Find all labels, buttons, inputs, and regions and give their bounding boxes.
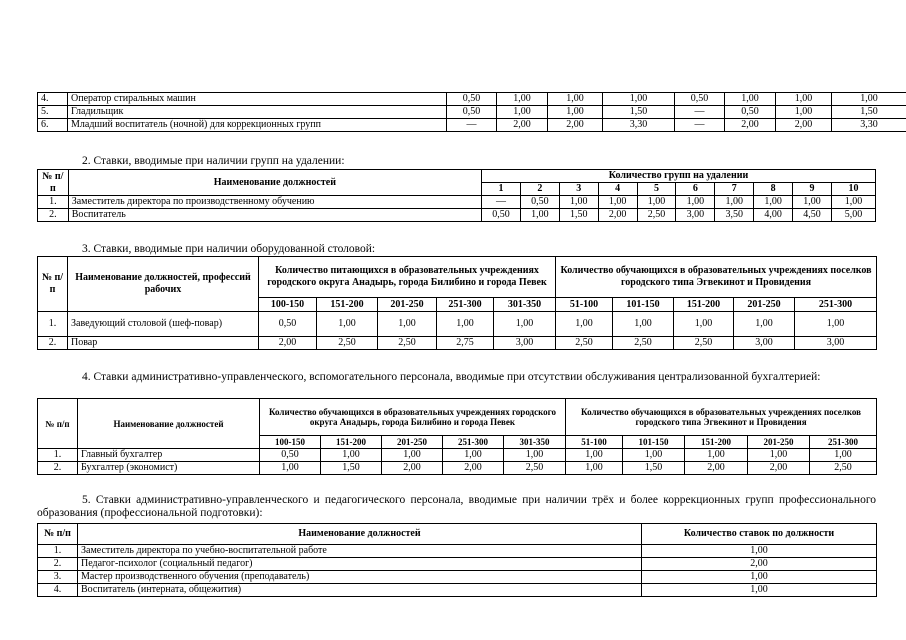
- rate-value: 1,00: [676, 196, 715, 209]
- col-header-number: № п/п: [38, 257, 68, 312]
- row-number: 1.: [38, 545, 78, 558]
- rate-value: 2,00: [443, 462, 504, 475]
- rate-value: 2,50: [637, 209, 676, 222]
- row-number: 4.: [38, 93, 68, 106]
- rate-value: 0,50: [259, 312, 317, 337]
- column-range-header: 251-300: [810, 436, 877, 449]
- row-number: 1.: [38, 449, 78, 462]
- table-row: [38, 119, 906, 132]
- rate-value: 2,50: [613, 337, 674, 350]
- rate-value: 1,50: [321, 462, 382, 475]
- rate-value: 1,00: [566, 462, 623, 475]
- rate-value: 3,30: [832, 119, 906, 132]
- rate-value: 1,00: [497, 93, 548, 106]
- rate-value: 1,00: [437, 312, 494, 337]
- column-range-header: 101-150: [613, 298, 674, 312]
- column-range-header: 251-300: [437, 298, 494, 312]
- rate-value: 0,50: [447, 93, 497, 106]
- column-range-header: 100-150: [260, 436, 321, 449]
- rate-value: 1,00: [674, 312, 734, 337]
- table-row: [38, 558, 877, 571]
- position-name: Бухгалтер (экономист): [78, 462, 260, 475]
- row-number: 2.: [38, 558, 78, 571]
- rate-value: 1,00: [497, 106, 548, 119]
- rate-value: 1,00: [260, 462, 321, 475]
- rate-value: —: [675, 106, 725, 119]
- table-row: [38, 584, 877, 597]
- column-range-header: 10: [831, 183, 875, 196]
- rate-value: 2,00: [685, 462, 748, 475]
- table-row: [38, 462, 877, 475]
- section-2-heading: 2. Ставки, вводимые при наличии групп на удалении:: [82, 155, 345, 167]
- table-row: [38, 449, 877, 462]
- table-row: [38, 209, 876, 222]
- rate-value: 0,50: [675, 93, 725, 106]
- rate-value: 1,00: [642, 545, 877, 558]
- position-name: Педагог-психолог (социальный педагог): [78, 558, 642, 571]
- column-range-header: 1: [482, 183, 521, 196]
- column-range-header: 151-200: [321, 436, 382, 449]
- rate-value: 1,00: [754, 196, 793, 209]
- row-number: 6.: [38, 119, 68, 132]
- section-3-heading: 3. Ставки, вводимые при наличии оборудованной столовой:: [82, 243, 376, 255]
- rate-value: 3,50: [715, 209, 754, 222]
- rate-value: 1,00: [566, 449, 623, 462]
- position-name: Воспитатель (интерната, общежития): [78, 584, 642, 597]
- row-number: 3.: [38, 571, 78, 584]
- rate-value: 1,00: [603, 93, 675, 106]
- col-header-position: Наименование должностей: [78, 524, 642, 545]
- row-number: 2.: [38, 337, 68, 350]
- staffing-table-continued: [37, 92, 876, 132]
- col-header-number: № п/п: [38, 170, 69, 196]
- rate-value: 2,00: [776, 119, 832, 132]
- position-name: Повар: [68, 337, 259, 350]
- column-range-header: 151-200: [317, 298, 378, 312]
- rate-value: 1,00: [321, 449, 382, 462]
- rate-value: 1,00: [637, 196, 676, 209]
- rate-value: 2,50: [674, 337, 734, 350]
- rate-value: 1,50: [603, 106, 675, 119]
- column-range-header: 251-300: [795, 298, 877, 312]
- rate-value: 2,50: [810, 462, 877, 475]
- col-header-city-schools: Количество питающихся в образовательных учреждениях городского округа Анадырь, города Билибино и города Певек: [259, 257, 556, 298]
- table-row: [38, 106, 906, 119]
- rate-value: 2,50: [317, 337, 378, 350]
- column-range-header: 101-150: [623, 436, 685, 449]
- row-number: 4.: [38, 584, 78, 597]
- column-range-header: 2: [520, 183, 559, 196]
- position-name: Мастер производственного обучения (преподаватель): [78, 571, 642, 584]
- rate-value: 1,00: [685, 449, 748, 462]
- position-name: Воспитатель: [68, 209, 481, 222]
- row-number: 2.: [38, 462, 78, 475]
- rate-value: 1,00: [642, 584, 877, 597]
- remote-groups-table: [37, 169, 876, 222]
- table-row: [38, 337, 877, 350]
- correctional-groups-table: [37, 523, 876, 597]
- rate-value: 1,00: [548, 93, 603, 106]
- row-number: 1.: [38, 312, 68, 337]
- col-header-city-schools: Количество обучающихся в образовательных учреждениях городского округа Анадырь, города Билибино и города Певек: [260, 399, 566, 436]
- rate-value: 3,30: [603, 119, 675, 132]
- row-number: 5.: [38, 106, 68, 119]
- rate-value: 1,00: [776, 93, 832, 106]
- position-name: Заместитель директора по учебно-воспитательной работе: [78, 545, 642, 558]
- rate-value: 2,00: [548, 119, 603, 132]
- column-range-header: 9: [793, 183, 832, 196]
- position-name: Главный бухгалтер: [78, 449, 260, 462]
- position-name: Оператор стиральных машин: [68, 93, 447, 106]
- column-range-header: 51-100: [566, 436, 623, 449]
- table-row: [38, 93, 906, 106]
- rate-value: 1,50: [832, 106, 906, 119]
- row-number: 2.: [38, 209, 69, 222]
- rate-value: 4,00: [754, 209, 793, 222]
- row-number: 1.: [38, 196, 69, 209]
- column-range-header: 100-150: [259, 298, 317, 312]
- rate-value: 1,00: [832, 93, 906, 106]
- column-range-header: 3: [559, 183, 598, 196]
- accounting-table: [37, 398, 876, 475]
- rate-value: 1,00: [748, 449, 810, 462]
- section-4-heading: 4. Ставки административно-управленческого, вспомогательного персонала, вводимые при отсутствии обслуживания централизованной бухгалтерией:: [82, 371, 821, 383]
- rate-value: 0,50: [520, 196, 559, 209]
- column-range-header: 8: [754, 183, 793, 196]
- col-header-settlement-schools: Количество обучающихся в образовательных учреждениях поселков городского типа Эгвекинот и Провидения: [556, 257, 877, 298]
- rate-value: 4,50: [793, 209, 832, 222]
- rate-value: 1,00: [831, 196, 875, 209]
- rate-value: 1,00: [613, 312, 674, 337]
- column-range-header: 201-250: [378, 298, 437, 312]
- rate-value: 2,00: [259, 337, 317, 350]
- rate-value: 1,00: [776, 106, 832, 119]
- section-5-heading: 5. Ставки административно-управленческого и педагогического персонала, вводимые при наличии трёх и более коррекционных групп профессионального образования (профессиональной подготовки):: [37, 494, 876, 519]
- rate-value: 2,00: [725, 119, 776, 132]
- rate-value: —: [482, 196, 521, 209]
- rate-value: 1,00: [504, 449, 566, 462]
- position-name: Заведующий столовой (шеф-повар): [68, 312, 259, 337]
- rate-value: 2,00: [382, 462, 443, 475]
- position-name: Заместитель директора по производственному обучению: [68, 196, 481, 209]
- rate-value: 1,00: [793, 196, 832, 209]
- rate-value: 0,50: [482, 209, 521, 222]
- column-range-header: 301-350: [504, 436, 566, 449]
- rate-value: 1,00: [715, 196, 754, 209]
- col-header-position: Наименование должностей: [78, 399, 260, 449]
- column-range-header: 51-100: [556, 298, 613, 312]
- canteen-table: [37, 256, 876, 350]
- rate-value: 1,00: [548, 106, 603, 119]
- rate-value: 1,00: [795, 312, 877, 337]
- table-row: [38, 545, 877, 558]
- rate-value: 1,00: [317, 312, 378, 337]
- rate-value: 3,00: [494, 337, 556, 350]
- rate-value: 5,00: [831, 209, 875, 222]
- column-range-header: 201-250: [734, 298, 795, 312]
- rate-value: 2,50: [378, 337, 437, 350]
- rate-value: 2,50: [556, 337, 613, 350]
- rate-value: 1,00: [734, 312, 795, 337]
- rate-value: 1,00: [623, 449, 685, 462]
- column-range-header: 301-350: [494, 298, 556, 312]
- column-range-header: 151-200: [674, 298, 734, 312]
- rate-value: 3,00: [676, 209, 715, 222]
- rate-value: 0,50: [725, 106, 776, 119]
- rate-value: 2,75: [437, 337, 494, 350]
- rate-value: 1,00: [443, 449, 504, 462]
- col-header-rate-count: Количество ставок по должности: [642, 524, 877, 545]
- rate-value: 1,00: [810, 449, 877, 462]
- column-range-header: 5: [637, 183, 676, 196]
- column-range-header: 4: [598, 183, 637, 196]
- rate-value: 1,50: [623, 462, 685, 475]
- rate-value: 0,50: [447, 106, 497, 119]
- table-row: [38, 196, 876, 209]
- col-header-number: № п/п: [38, 524, 78, 545]
- rate-value: 1,00: [642, 571, 877, 584]
- column-range-header: 201-250: [382, 436, 443, 449]
- column-range-header: 201-250: [748, 436, 810, 449]
- rate-value: 2,00: [598, 209, 637, 222]
- rate-value: 1,00: [556, 312, 613, 337]
- rate-value: 1,00: [559, 196, 598, 209]
- rate-value: 1,00: [598, 196, 637, 209]
- rate-value: 1,00: [725, 93, 776, 106]
- column-range-header: 6: [676, 183, 715, 196]
- column-range-header: 151-200: [685, 436, 748, 449]
- col-header-settlement-schools: Количество обучающихся в образовательных учреждениях поселков городского типа Эгвекинот и Провидения: [566, 399, 877, 436]
- col-header-group-count: Количество групп на удалении: [482, 170, 876, 183]
- col-header-position: Наименование должностей, профессий рабочих: [68, 257, 259, 312]
- rate-value: 0,50: [260, 449, 321, 462]
- rate-value: 3,00: [795, 337, 877, 350]
- rate-value: 1,00: [494, 312, 556, 337]
- rate-value: 2,50: [504, 462, 566, 475]
- table-row: [38, 571, 877, 584]
- rate-value: 1,00: [382, 449, 443, 462]
- rate-value: —: [447, 119, 497, 132]
- rate-value: 1,00: [378, 312, 437, 337]
- rate-value: 2,00: [748, 462, 810, 475]
- rate-value: 3,00: [734, 337, 795, 350]
- rate-value: 1,00: [520, 209, 559, 222]
- position-name: Младший воспитатель (ночной) для коррекционных групп: [68, 119, 447, 132]
- column-range-header: 7: [715, 183, 754, 196]
- position-name: Гладильщик: [68, 106, 447, 119]
- rate-value: 1,50: [559, 209, 598, 222]
- col-header-number: № п/п: [38, 399, 78, 449]
- rate-value: —: [675, 119, 725, 132]
- column-range-header: 251-300: [443, 436, 504, 449]
- col-header-position: Наименование должностей: [68, 170, 481, 196]
- rate-value: 2,00: [642, 558, 877, 571]
- rate-value: 2,00: [497, 119, 548, 132]
- table-row: [38, 312, 877, 337]
